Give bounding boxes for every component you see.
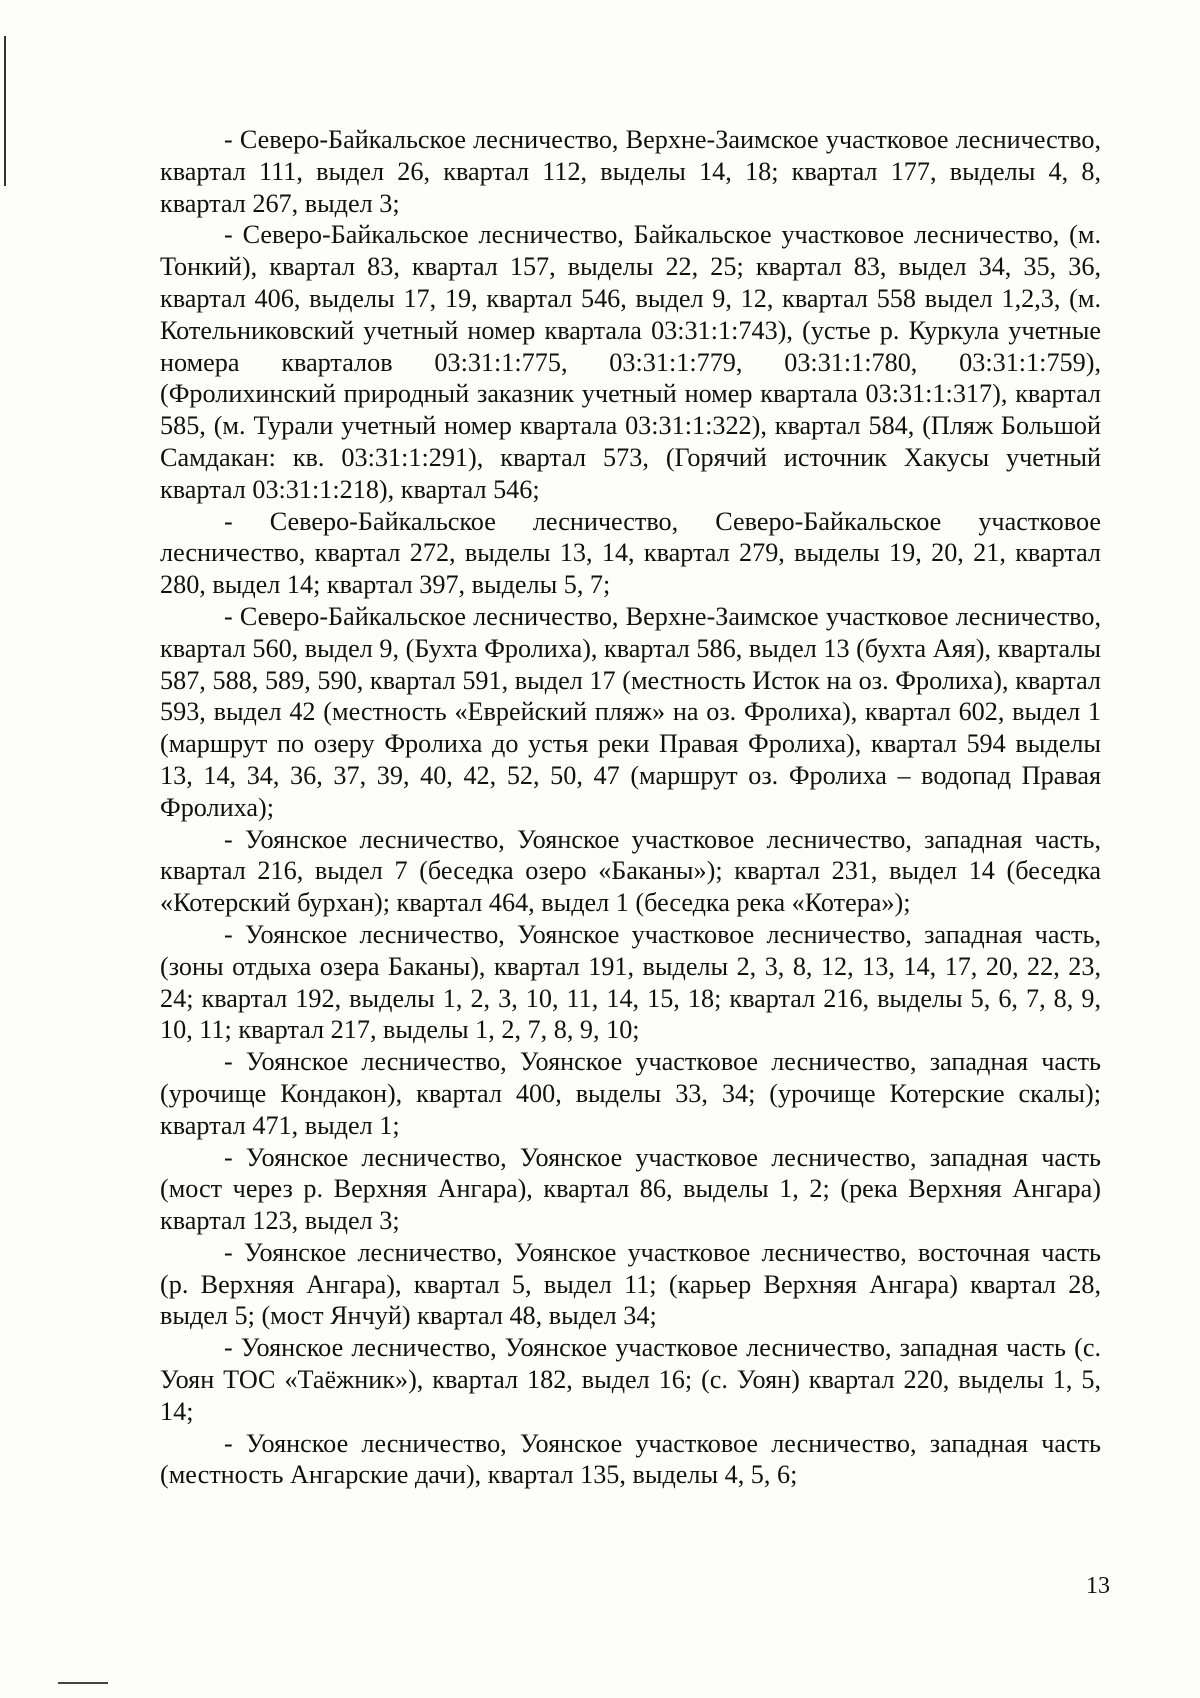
paragraph-5: - Уоянское лесничество, Уоянское участковое лесничество, западная часть, квартал 216, выдел 7 (беседка озеро «Баканы»); квартал 231, выдел 14 (беседка «Котерский бурхан); квартал 464, выдел 1 (беседка река «Котера»); [160,824,1101,918]
scan-bottom-line [58,1682,108,1684]
scan-margin-line [4,36,6,186]
paragraph-6: - Уоянское лесничество, Уоянское участковое лесничество, западная часть, (зоны отдыха озера Баканы), квартал 191, выделы 2, 3, 8, 12, 13, 14, 17, 20, 22, 23, 24; квартал 192, выделы 1, 2, 3, 10, 11, 14, 15, 18; квартал 216, выделы 5, 6, 7, 8, 9, 10, 11; квартал 217, выделы 1, 2, 7, 8, 9, 10; [160,919,1101,1045]
paragraph-8: - Уоянское лесничество, Уоянское участковое лесничество, западная часть (мост через р. Верхняя Ангара), квартал 86, выделы 1, 2; (река Верхняя Ангара) квартал 123, выдел 3; [160,1142,1101,1236]
page-number: 13 [1086,1573,1110,1599]
paragraph-1: - Северо-Байкальское лесничество, Верхне-Заимское участковое лесничество, квартал 111, выдел 26, квартал 112, выделы 14, 18; квартал 177, выделы 4, 8, квартал 267, выдел 3; [160,125,1101,218]
paragraph-11: - Уоянское лесничество, Уоянское участковое лесничество, западная часть (местность Ангарские дачи), квартал 135, выделы 4, 5, 6; [160,1428,1101,1490]
paragraph-4: - Северо-Байкальское лесничество, Верхне-Заимское участковое лесничество, квартал 560, выдел 9, (Бухта Фролиха), квартал 586, выдел 13 (бухта Аяя), кварталы 587, 588, 589, 590, квартал 591, выдел 17 (местность Исток на оз. Фролиха), квартал 593, выдел 42 (местность «Еврейский пляж» на оз. Фролиха), квартал 602, выдел 1 (маршрут по озеру Фролиха до устья реки Правая Фролиха), квартал 594 выделы 13, 14, 34, 36, 37, 39, 40, 42, 52, 50, 47 (маршрут оз. Фролиха – водопад Правая Фролиха); [160,601,1101,822]
document-body [160,124,1101,1491]
paragraph-7: - Уоянское лесничество, Уоянское участковое лесничество, западная часть (урочище Кондакон), квартал 400, выделы 33, 34; (урочище Котерские скалы); квартал 471, выдел 1; [160,1047,1101,1140]
paragraph-2: - Северо-Байкальское лесничество, Байкальское участковое лесничество, (м. Тонкий), квартал 83, квартал 157, выделы 22, 25; квартал 83, выдел 34, 35, 36, квартал 406, выделы 17, 19, квартал 546, выдел 9, 12, квартал 558 выдел 1,2,3, (м. Котельниковский учетный номер квартала 03:31:1:743), (устье р. Куркула учетные номера кварталов 03:31:1:775, 03:31:1:779, 03:31:1:780, 03:31:1:759), (Фролихинский природный заказник учетный номер квартала 03:31:1:317), квартал 585, (м. Турали учетный номер квартала 03:31:1:322), квартал 584, (Пляж Большой Самдакан: кв. 03:31:1:291), квартал 573, (Горячий источник Хакусы учетный квартал 03:31:1:218), квартал 546; [160,220,1101,504]
paragraph-9: - Уоянское лесничество, Уоянское участковое лесничество, восточная часть (р. Верхняя Ангара), квартал 5, выдел 11; (карьер Верхняя Ангара) квартал 28, выдел 5; (мост Янчуй) квартал 48, выдел 34; [160,1237,1101,1331]
paragraph-3: - Северо-Байкальское лесничество, Северо-Байкальское участковое лесничество, квартал 272, выделы 13, 14, квартал 279, выделы 19, 20, 21, квартал 280, выдел 14; квартал 397, выделы 5, 7; [160,506,1101,600]
paragraph-10: - Уоянское лесничество, Уоянское участковое лесничество, западная часть (с. Уоян ТОС «Таёжник»), квартал 182, выдел 16; (с. Уоян) квартал 220, выделы 1, 5, 14; [160,1333,1101,1426]
